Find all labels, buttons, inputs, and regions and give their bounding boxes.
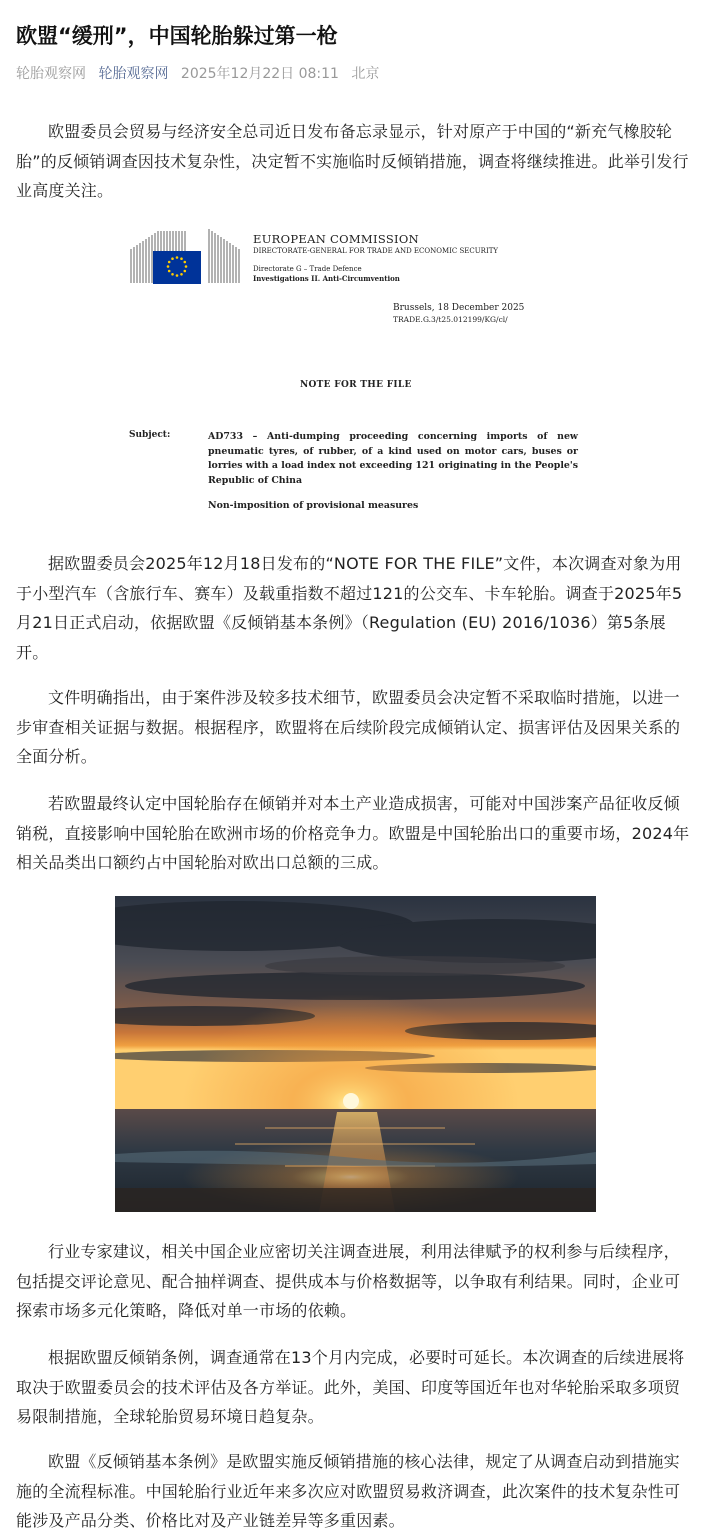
account-link[interactable]: 轮胎观察网	[98, 66, 169, 82]
subject-text: AD733 – Anti-dumping proceeding concerning imports of new pneumatic tyres, of rubber, of a kind used on motor cars, buses or lorries with a load index not exceeding 121 originating in the People's Republic of China	[208, 431, 578, 486]
paragraph-7: 欧盟《反倾销基本条例》是欧盟实施反倾销措施的核心法律，规定了从调查启动到措施实施的全流程标准。中国轮胎行业近年来多次应对欧盟贸易救济调查，此次案件的技术复杂性可能涉及产品分类、价格比对及产业链差异等多重因素。	[16, 1452, 681, 1530]
note-heading: NOTE FOR THE FILE	[300, 380, 412, 390]
publish-datetime: 2025年12月22日 08:11	[180, 66, 339, 82]
dg-name: DIRECTORATE-GENERAL FOR TRADE AND ECONOMIC SECURITY	[253, 247, 498, 255]
sunset-sea-photo	[115, 896, 596, 1212]
paragraph-4: 若欧盟最终认定中国轮胎存在倾销并对本土产业造成损害，可能对中国涉案产品征收反倾销税，直接影响中国轮胎在欧洲市场的价格竞争力。欧盟是中国轮胎出口的重要市场，2024年相关品类出口额约占中国轮胎对欧出口总额的三成。	[16, 794, 690, 872]
paragraph-1: 欧盟委员会贸易与经济安全总司近日发布备忘录显示，针对原产于中国的“新充气橡胶轮胎”的反倾销调查因技术复杂性，决定暂不实施临时反倾销措施，调查将继续推进。此举引发行业高度关注。	[16, 122, 689, 200]
paragraph-5: 行业专家建议，相关中国企业应密切关注调查进展，利用法律赋予的权利参与后续程序，包括提交评论意见、配合抽样调查、提供成本与价格数据等，以争取有利结果。同时，企业可探索市场多元化策略，降低对单一市场的依赖。	[16, 1242, 681, 1320]
unit-name: Investigations II. Anti-Circumvention	[253, 274, 400, 283]
source-label: 轮胎观察网	[16, 66, 86, 82]
article-meta	[16, 64, 387, 84]
reference-number: TRADE.G.3/t25.012199/KG/cl/	[393, 315, 508, 324]
subject-subtitle: Non-imposition of provisional measures	[208, 500, 419, 511]
place-date-block	[393, 302, 524, 326]
place-date: Brussels, 18 December 2025	[393, 303, 525, 313]
eu-commission-logo	[129, 227, 244, 285]
directorate-name: Directorate G – Trade Defence	[253, 265, 362, 273]
paragraph-2: 据欧盟委员会2025年12月18日发布的“NOTE FOR THE FILE”文件，本次调查对象为用于小型汽车（含旅行车、赛车）及载重指数不超过121的公交车、卡车轮胎。调查于2025年5月21日正式启动，依据欧盟《反倾销基本条例》（Regulation (EU) 2016/1036）第5条展开。	[16, 554, 683, 662]
paragraph-3: 文件明确指出，由于案件涉及较多技术细节，欧盟委员会决定暂不采取临时措施，以进一步审查相关证据与数据。根据程序，欧盟将在后续阶段完成倾销认定、损害评估及因果关系的全面分析。	[16, 688, 681, 766]
publish-location: 北京	[351, 66, 380, 82]
article-title: 欧盟“缓刑”，中国轮胎躲过第一枪	[16, 24, 338, 48]
subject-label: Subject:	[129, 430, 171, 440]
paragraph-6: 根据欧盟反倾销条例，调查通常在13个月内完成，必要时可延长。本次调查的后续进展将取决于欧盟委员会的技术评估及各方举证。此外，美国、印度等国近年也对华轮胎采取多项贸易限制措施，全球轮胎贸易环境日趋复杂。	[16, 1348, 685, 1426]
eu-document-image	[120, 220, 590, 520]
org-name: EUROPEAN COMMISSION	[253, 232, 419, 246]
eu-letterhead	[253, 232, 498, 284]
